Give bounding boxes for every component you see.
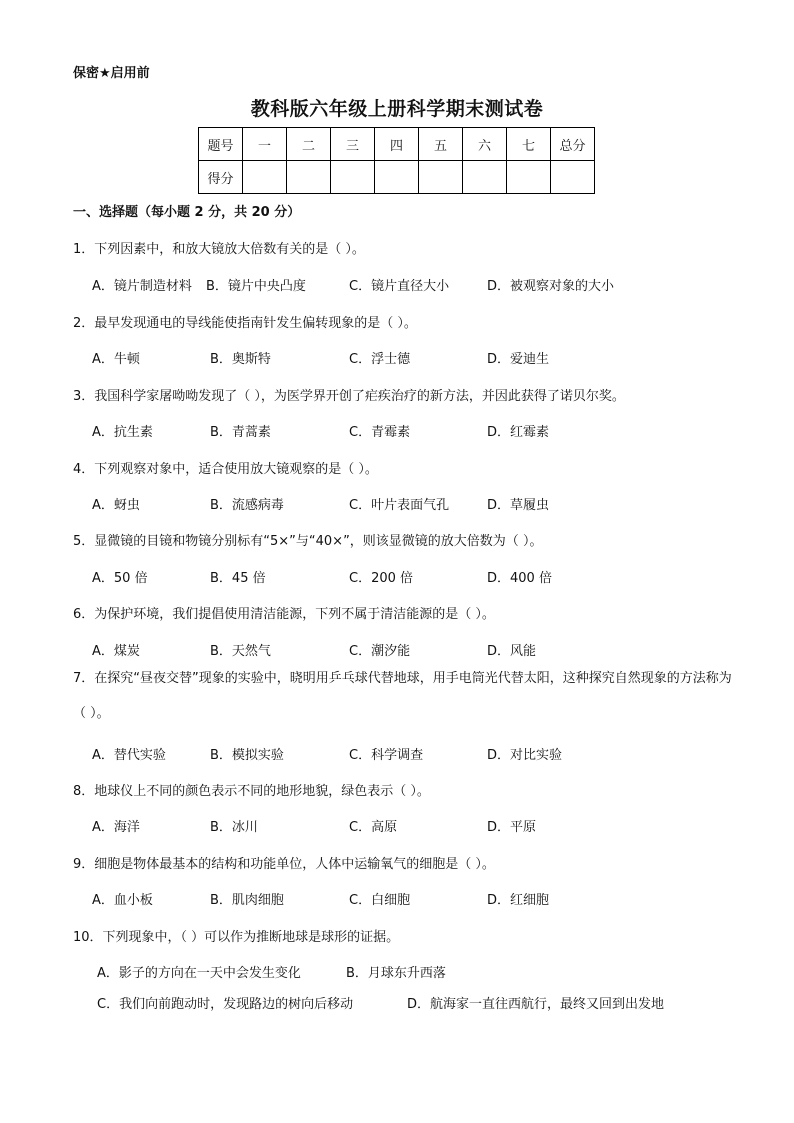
option-b[interactable]: B．奥斯特 (210, 352, 271, 367)
score-cell[interactable] (243, 161, 287, 194)
score-col-total: 总分 (551, 128, 595, 161)
score-col-3: 三 (331, 128, 375, 161)
option-d[interactable]: D．对比实验 (487, 748, 563, 763)
option-d[interactable]: D．爱迪生 (487, 352, 550, 367)
option-d[interactable]: D．被观察对象的大小 (487, 279, 615, 294)
option-a[interactable]: A．抗生素 (92, 425, 153, 440)
score-col-6: 六 (463, 128, 507, 161)
score-col-4: 四 (375, 128, 419, 161)
question-5: 5．显微镜的目镜和物镜分别标有“5×”与“40×”，则该显微镜的放大倍数为（ ）。 (73, 534, 543, 549)
confidential-label: 保密★启用前 (73, 66, 150, 81)
score-cell[interactable] (551, 161, 595, 194)
option-b[interactable]: B．流感病毒 (210, 498, 284, 513)
question-2: 2．最早发现通电的导线能使指南针发生偏转现象的是（ ）。 (73, 316, 417, 331)
score-cell[interactable] (419, 161, 463, 194)
option-c[interactable]: C．浮士德 (349, 352, 411, 367)
score-cell[interactable] (463, 161, 507, 194)
section-heading: 一、选择题（每小题 2 分，共 20 分） (73, 205, 301, 220)
option-a[interactable]: A．牛顿 (92, 352, 140, 367)
option-c[interactable]: C．潮汐能 (349, 644, 411, 659)
option-c[interactable]: C．200 倍 (349, 571, 414, 586)
option-b[interactable]: B．镜片中央凸度 (206, 279, 306, 294)
score-table-row-label: 题号 (199, 128, 243, 161)
option-a[interactable]: A．血小板 (92, 893, 153, 908)
option-a[interactable]: A．替代实验 (92, 748, 166, 763)
question-8: 8．地球仪上不同的颜色表示不同的地形地貌，绿色表示（ ）。 (73, 784, 430, 799)
option-c[interactable]: C．青霉素 (349, 425, 411, 440)
score-col-7: 七 (507, 128, 551, 161)
question-7: 7．在探究“昼夜交替”现象的实验中，晓明用乒乓球代替地球，用手电筒光代替太阳，这种探究自然现象的方法称为（ ）。 (73, 671, 732, 721)
option-a[interactable]: A．50 倍 (92, 571, 148, 586)
option-a[interactable]: A．煤炭 (92, 644, 140, 659)
option-a[interactable]: A．海洋 (92, 820, 140, 835)
option-c[interactable]: C．镜片直径大小 (349, 279, 450, 294)
option-b[interactable]: B．45 倍 (210, 571, 266, 586)
score-table-row-label: 得分 (199, 161, 243, 194)
option-c[interactable]: C．我们向前跑动时，发现路边的树向后移动 (97, 997, 354, 1012)
option-b[interactable]: B．天然气 (210, 644, 271, 659)
score-col-2: 二 (287, 128, 331, 161)
score-table (198, 127, 595, 194)
option-c[interactable]: C．白细胞 (349, 893, 411, 908)
option-a[interactable]: A．蚜虫 (92, 498, 140, 513)
question-10: 10．下列现象中，（ ）可以作为推断地球是球形的证据。 (73, 930, 400, 945)
question-1: 1．下列因素中，和放大镜放大倍数有关的是（ ）。 (73, 242, 365, 257)
score-col-5: 五 (419, 128, 463, 161)
question-4: 4．下列观察对象中，适合使用放大镜观察的是（ ）。 (73, 462, 378, 477)
question-3: 3．我国科学家屠呦呦发现了（ ），为医学界开创了疟疾治疗的新方法，并因此获得了诺贝尔奖。 (73, 389, 625, 404)
option-d[interactable]: D．红霉素 (487, 425, 550, 440)
score-table-header-row (199, 128, 595, 161)
score-cell[interactable] (507, 161, 551, 194)
option-d[interactable]: D．风能 (487, 644, 537, 659)
option-c[interactable]: C．科学调查 (349, 748, 424, 763)
option-d[interactable]: D．红细胞 (487, 893, 550, 908)
option-d[interactable]: D．草履虫 (487, 498, 550, 513)
score-cell[interactable] (375, 161, 419, 194)
option-d[interactable]: D．航海家一直往西航行，最终又回到出发地 (407, 997, 665, 1012)
score-table-score-row (199, 161, 595, 194)
question-9: 9．细胞是物体最基本的结构和功能单位，人体中运输氧气的细胞是（ ）。 (73, 857, 495, 872)
score-cell[interactable] (331, 161, 375, 194)
option-c[interactable]: C．叶片表面气孔 (349, 498, 450, 513)
score-cell[interactable] (287, 161, 331, 194)
option-a[interactable]: A．镜片制造材料 (92, 279, 192, 294)
option-b[interactable]: B．月球东升西落 (346, 966, 446, 981)
page-title: 教科版六年级上册科学期末测试卷 (250, 98, 544, 120)
option-b[interactable]: B．青蒿素 (210, 425, 271, 440)
option-a[interactable]: A．影子的方向在一天中会发生变化 (97, 966, 301, 981)
option-b[interactable]: B．模拟实验 (210, 748, 284, 763)
option-c[interactable]: C．高原 (349, 820, 398, 835)
score-col-1: 一 (243, 128, 287, 161)
option-d[interactable]: D．平原 (487, 820, 537, 835)
option-b[interactable]: B．肌肉细胞 (210, 893, 284, 908)
option-b[interactable]: B．冰川 (210, 820, 258, 835)
option-d[interactable]: D．400 倍 (487, 571, 552, 586)
question-6: 6．为保护环境，我们提倡使用清洁能源，下列不属于清洁能源的是（ ）。 (73, 607, 495, 622)
